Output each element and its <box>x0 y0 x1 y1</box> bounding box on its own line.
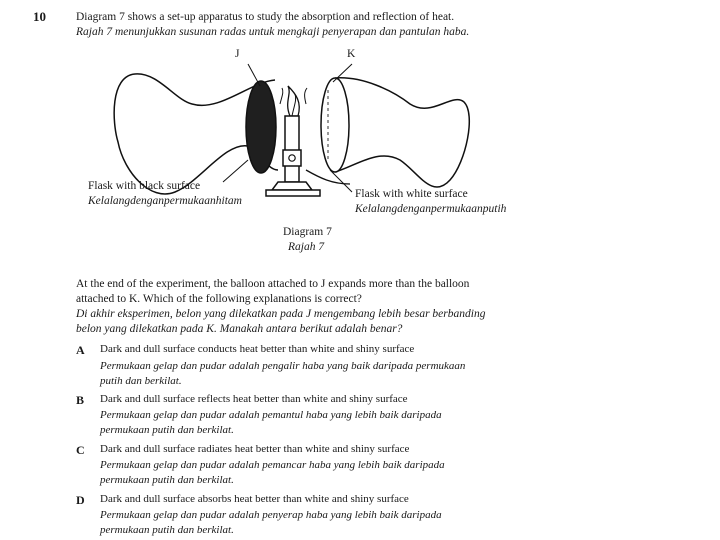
option-b-malay-2: permukaan putih dan berkilat. <box>100 424 234 436</box>
gas-hose <box>306 170 350 184</box>
option-c-english: Dark and dull surface radiates heat better than white and shiny surface <box>100 443 410 455</box>
option-c-letter: C <box>76 443 85 457</box>
option-b-english: Dark and dull surface reflects heat better than white and shiny surface <box>100 393 408 405</box>
option-b-malay-1: Permukaan gelap dan pudar adalah pemantul haba yang lebih baik daripada <box>100 409 442 421</box>
question-number: 10 <box>33 9 46 24</box>
question-stem-malay: Rajah 7 menunjukkan susunan radas untuk mengkaji penyerapan dan pantulan haba. <box>76 26 470 38</box>
right-flask-outline <box>335 78 469 187</box>
apparatus-diagram <box>80 42 560 262</box>
body-malay-line-2: belon yang dilekatkan pada K. Manakah antara berikut adalah benar? <box>76 323 403 335</box>
pointer-line-left-label <box>223 160 248 182</box>
bunsen-burner-tube <box>285 116 299 182</box>
diagram-caption-english: Diagram 7 <box>283 226 332 238</box>
body-malay-line-1: Di akhir eksperimen, belon yang dilekatkan pada J mengembang lebih besar berbanding <box>76 308 486 320</box>
body-english-line-2: attached to K. Which of the following explanations is correct? <box>76 293 362 305</box>
option-c-malay-2: permukaan putih dan berkilat. <box>100 474 234 486</box>
pointer-line-right-label <box>330 170 352 192</box>
question-stem-english: Diagram 7 shows a set-up apparatus to study the absorption and reflection of heat. <box>76 11 455 23</box>
option-a-malay-2: putih dan berkilat. <box>100 375 182 387</box>
right-flask-label-english: Flask with white surface <box>355 188 468 200</box>
option-d-malay-1: Permukaan gelap dan pudar adalah penyerap haba yang lebih baik daripada <box>100 509 442 521</box>
black-flask-surface <box>246 81 276 173</box>
right-flask-label-malay: Kelalangdenganpermukaanputih <box>355 203 507 215</box>
burner-base <box>272 182 312 190</box>
option-d-malay-2: permukaan putih dan berkilat. <box>100 524 234 536</box>
pointer-line-j <box>248 64 260 86</box>
label-j: J <box>235 48 240 60</box>
option-c-malay-1: Permukaan gelap dan pudar adalah pemancar haba yang lebih baik daripada <box>100 459 445 471</box>
option-a-letter: A <box>76 343 85 357</box>
body-english-line-1: At the end of the experiment, the balloon attached to J expands more than the balloon <box>76 278 470 290</box>
pointer-line-k <box>333 64 352 82</box>
option-d-letter: D <box>76 493 85 507</box>
white-flask-surface <box>321 78 349 172</box>
left-flask-label-english: Flask with black surface <box>88 180 201 192</box>
option-b-letter: B <box>76 393 85 407</box>
option-a-english: Dark and dull surface conducts heat better than white and shiny surface <box>100 343 415 355</box>
label-k: K <box>347 48 356 60</box>
diagram-caption-malay: Rajah 7 <box>288 241 325 253</box>
burner-collar <box>283 150 301 166</box>
option-a-malay-1: Permukaan gelap dan pudar adalah pengalir haba yang baik daripada permukaan <box>100 360 466 372</box>
left-flask-label-malay: Kelalangdenganpermukaanhitam <box>88 195 242 207</box>
option-d-english: Dark and dull surface absorbs heat better than white and shiny surface <box>100 493 409 505</box>
